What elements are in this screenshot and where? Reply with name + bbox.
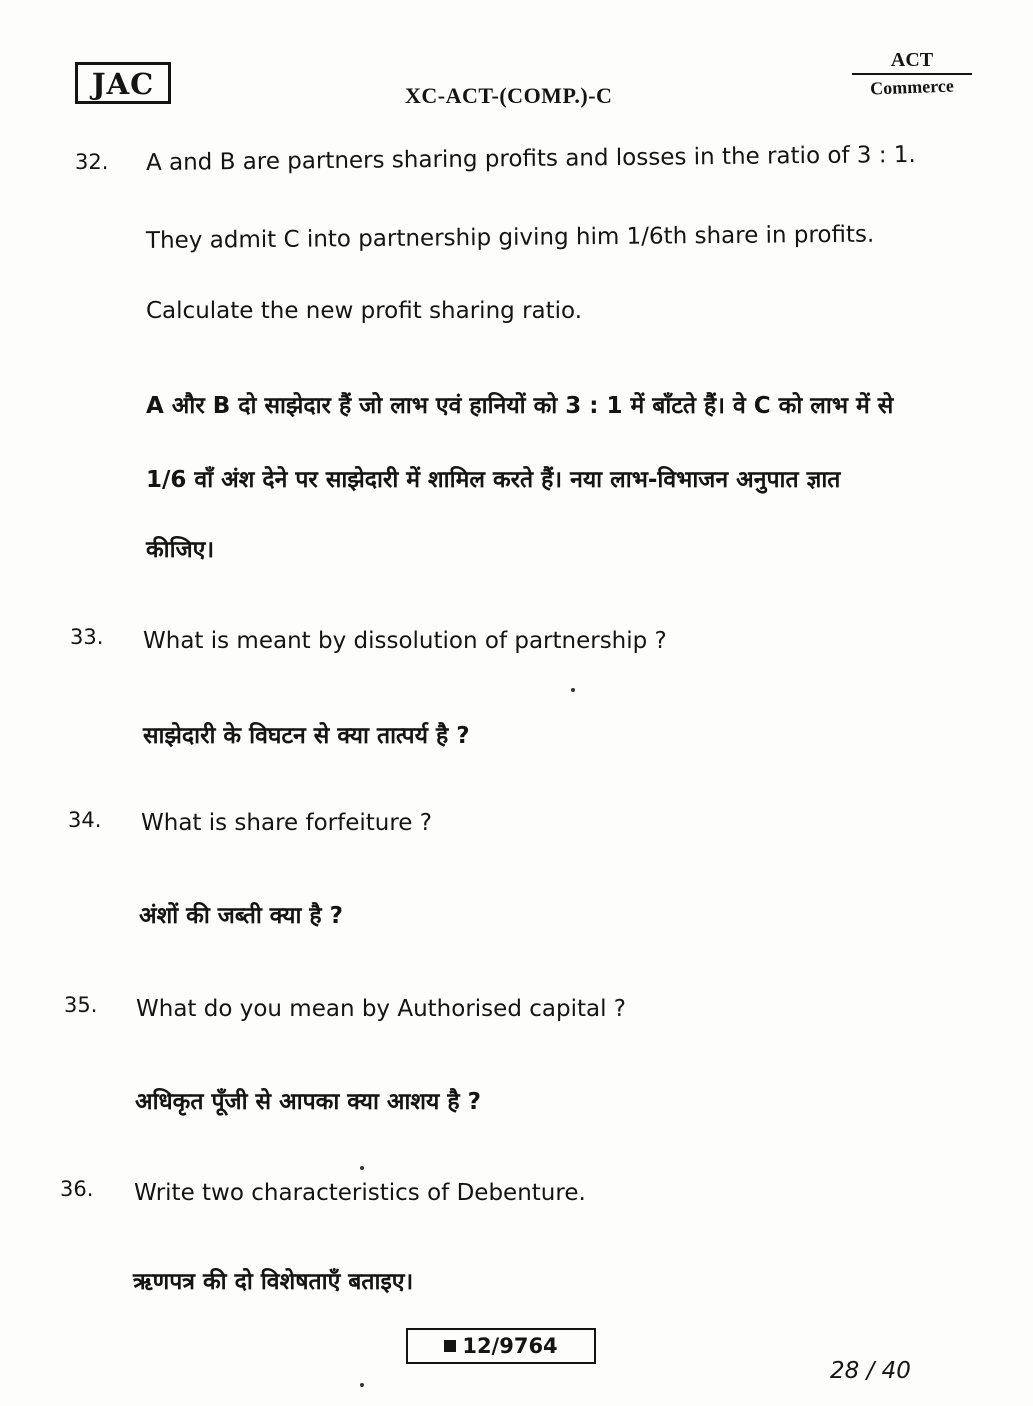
question-35-english: What do you mean by Authorised capital ? [136,996,626,1022]
question-32-hindi-line-1: A और B दो साझेदार हैं जो लाभ एवं हानियों को 3 : 1 में बाँटते हैं। वे C को लाभ में से [146,393,894,419]
scan-speck [360,1166,364,1170]
question-32-number: 32. [75,150,109,174]
square-bullet-icon [444,1340,456,1352]
question-33-number: 33. [70,625,104,649]
question-32-english-line-3: Calculate the new profit sharing ratio. [146,298,583,324]
question-33-english: What is meant by dissolution of partnership ? [143,628,667,654]
scan-speck [571,688,575,692]
question-36-hindi: ऋणपत्र की दो विशेषताएँ बताइए। [133,1269,414,1295]
page-count: 28 / 40 [830,1358,911,1384]
question-36-number: 36. [60,1177,94,1201]
question-32-english-line-2: They admit C into partnership giving him 1/6th share in profits. [145,221,875,254]
subject-name: Commerce [869,75,955,99]
board-badge: JAC [75,62,171,104]
question-33-hindi: साझेदारी के विघटन से क्या तात्पर्य है ? [143,723,470,749]
booklet-code-box [406,1328,596,1364]
question-34-hindi: अंशों की जब्ती क्या है ? [139,903,343,929]
question-36-english: Write two characteristics of Debenture. [134,1180,586,1206]
question-32-hindi-line-2: 1/6 वाँ अंश देने पर साझेदारी में शामिल करते हैं। नया लाभ-विभाजन अनुपात ज्ञात [146,467,841,493]
question-35-number: 35. [64,993,98,1017]
paper-code: XC-ACT-(COMP.)-C [405,83,613,108]
subject-code: ACT [852,48,972,75]
subject-block [852,48,972,98]
question-35-hindi: अधिकृत पूँजी से आपका क्या आशय है ? [135,1089,481,1115]
question-32-hindi-line-3: कीजिए। [146,537,215,563]
booklet-code: 12/9764 [462,1334,558,1358]
scan-speck [360,1383,364,1387]
question-34-english: What is share forfeiture ? [141,810,432,836]
question-32-english-line-1: A and B are partners sharing profits and losses in the ratio of 3 : 1. [145,141,916,176]
question-34-number: 34. [68,808,102,832]
